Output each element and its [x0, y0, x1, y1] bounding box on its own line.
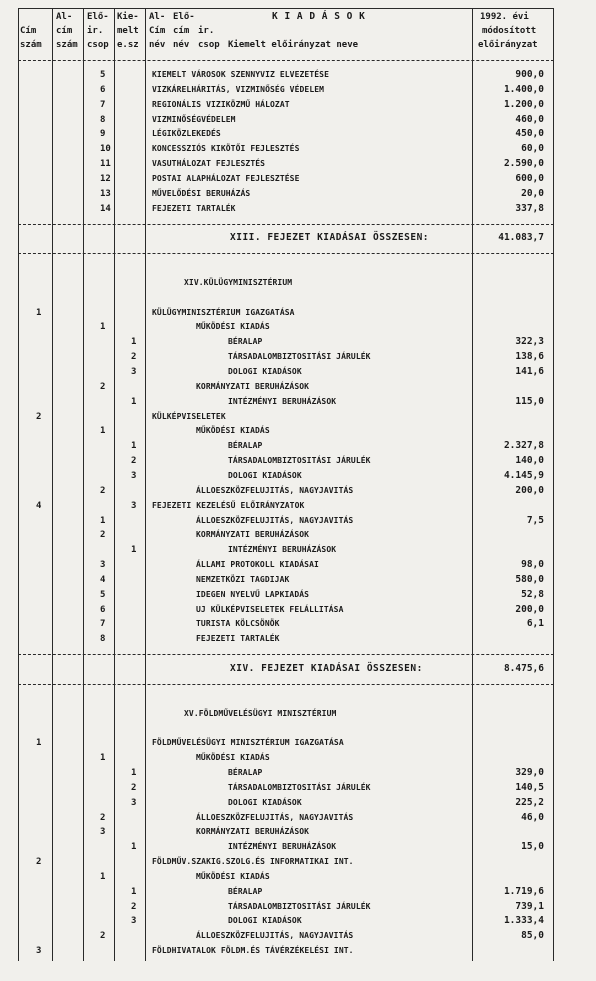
row-name: LÉGIKÖZLEKEDÉS [152, 129, 221, 139]
header-amount-line3: előirányzat [478, 40, 538, 50]
rule-col5 [145, 8, 146, 961]
row-code-c3: 13 [100, 188, 111, 199]
row-name: TÁRSADALOMBIZTOSITÁSI JÁRULÉK [228, 456, 371, 466]
row-name: KORMÁNYZATI BERUHÁZÁSOK [196, 827, 310, 837]
row-name: ÁLLAMI PROTOKOLL KIADÁSAI [196, 560, 319, 570]
header-title: K I A D Á S O K [272, 11, 366, 22]
row-code-c2: 1 [100, 426, 106, 437]
row-name: DOLOGI KIADÁSOK [228, 797, 302, 807]
row-amount: 739,1 [515, 900, 544, 912]
header-col5-line3: név [149, 40, 166, 50]
row-name: INTÉZMÉNYI BERUHÁZÁSOK [228, 396, 337, 406]
row-name: FÖLDHIVATALOK FÖLDM.ÉS TÁVÉRZÉKELÉSI INT. [152, 946, 354, 956]
row-name: KIEMELT VÁROSOK SZENNYVIZ ELVEZETÉSE [152, 70, 329, 79]
top-rule [18, 8, 554, 9]
row-name: DOLOGI KIADÁSOK [228, 916, 302, 926]
row-name: MŰKÖDÉSI KIADÁS [196, 753, 270, 763]
row-code-c4: 2 [131, 352, 137, 363]
row-code-c2: 1 [100, 515, 106, 526]
row-code-c4: 1 [131, 886, 137, 897]
row-name: ÁLLOESZKÖZFELUJITÁS, NAGYJAVITÁS [196, 812, 354, 822]
header-col4-line1: Kie- [117, 12, 139, 22]
row-code-c4: 2 [131, 782, 137, 793]
row-name: TÁRSADALOMBIZTOSITÁSI JÁRULÉK [228, 901, 371, 911]
chapter-total-amount: 8.475,6 [503, 663, 544, 674]
header-col4-line3: e.sz [117, 40, 139, 50]
row-name: REGIONÁLIS VIZIKÖZMŰ HÁLOZAT [152, 99, 290, 109]
row-code-c2: 2 [100, 812, 106, 823]
row-code-c4: 1 [131, 396, 137, 407]
row-amount: 140,5 [515, 781, 544, 793]
rule-col4 [114, 8, 115, 961]
row-amount: 225,2 [515, 796, 544, 808]
row-name: MŰKÖDÉSI KIADÁS [196, 322, 270, 332]
row-code-c2: 5 [100, 589, 106, 600]
row-name: MŰVELŐDÉSI BERUHÁZÁS [152, 188, 251, 198]
row-amount: 115,0 [515, 395, 544, 407]
header-col6-line1: Elő- [173, 12, 195, 22]
row-code-c1: 1 [36, 307, 42, 318]
row-name: KÜLKÉPVISELETEK [152, 411, 226, 421]
row-name: MŰKÖDÉSI KIADÁS [196, 426, 270, 436]
row-name: FEJEZETI TARTALÉK [196, 634, 280, 644]
header-bottom-rule [18, 60, 554, 61]
row-code-c3: 14 [100, 203, 111, 214]
row-name: BÉRALAP [228, 886, 263, 896]
row-amount: 46,0 [521, 811, 544, 823]
row-name: MŰKÖDÉSI KIADÁS [196, 871, 270, 881]
header-col2-line2: cím [56, 26, 73, 36]
chapter-total-amount: 41.083,7 [498, 232, 544, 244]
row-amount: 1.719,6 [503, 885, 544, 897]
row-code-c1: 2 [36, 411, 42, 422]
row-amount: 138,6 [515, 351, 544, 363]
row-code-c4: 1 [131, 545, 137, 556]
row-name: VIZKÁRELHÁRITÁS, VIZMINŐSÉG VÉDELEM [152, 84, 325, 94]
header-col7-line3: csop [198, 40, 220, 50]
row-code-c2: 8 [100, 634, 106, 645]
row-code-c3: 6 [100, 84, 106, 95]
row-code-c4: 1 [131, 767, 137, 778]
row-name: VASUTHÁLOZAT FEJLESZTÉS [152, 159, 266, 169]
row-amount: 141,6 [515, 366, 544, 377]
row-name: VIZMINŐSÉGVÉDELEM [152, 114, 236, 124]
rule-col2 [52, 8, 53, 961]
row-code-c4: 1 [131, 441, 137, 452]
row-name: TÁRSADALOMBIZTOSITÁSI JÁRULÉK [228, 352, 371, 362]
row-name: DOLOGI KIADÁSOK [228, 367, 302, 376]
row-code-c3: 8 [100, 114, 106, 125]
row-amount: 2.590,0 [503, 158, 544, 170]
row-amount: 460,0 [515, 113, 544, 125]
row-name: ÁLLOESZKÖZFELUJITÁS, NAGYJAVITÁS [196, 931, 354, 941]
row-name: TÁRSADALOMBIZTOSITÁSI JÁRULÉK [228, 782, 371, 792]
row-amount: 600,0 [515, 172, 544, 184]
row-amount: 6,1 [526, 618, 544, 630]
row-code-c4: 2 [131, 456, 137, 467]
row-amount: 1.400,0 [503, 83, 544, 95]
header-name-label: Kiemelt előirányzat neve [228, 40, 359, 50]
row-amount: 1.200,0 [503, 98, 544, 110]
header-col5-line2: Cím [149, 26, 166, 36]
row-amount: 322,3 [515, 336, 544, 348]
row-code-c1: 4 [36, 500, 42, 511]
row-name: FÖLDMŰVELÉSÜGYI MINISZTÉRIUM IGAZGATÁSA [152, 738, 344, 748]
row-amount: 337,8 [515, 202, 544, 214]
row-code-c2: 2 [100, 381, 106, 392]
section-separator [18, 654, 554, 655]
row-code-c1: 2 [36, 857, 42, 868]
row-code-c2: 1 [100, 322, 106, 333]
header-col4-line2: melt [117, 26, 139, 36]
header-col1-line2: Cím [20, 26, 37, 36]
row-name: POSTAI ALAPHÁLOZAT FEJLESZTÉSE [152, 173, 300, 183]
header-col6-line2: cím [173, 26, 190, 36]
chapter-heading: XV.FÖLDMŰVELÉSÜGYI MINISZTÉRIUM [184, 708, 337, 718]
row-code-c3: 12 [100, 173, 111, 184]
row-code-c4: 3 [131, 500, 137, 511]
row-code-c1: 1 [36, 738, 42, 749]
row-code-c2: 2 [100, 485, 106, 496]
row-name: BÉRALAP [228, 767, 263, 777]
section-separator [18, 684, 554, 685]
row-amount: 140,0 [515, 455, 544, 467]
row-amount: 2.327,8 [503, 440, 544, 452]
section-separator [18, 253, 554, 254]
row-code-c4: 3 [131, 367, 137, 377]
row-amount: 20,0 [521, 187, 544, 199]
row-amount: 4.145,9 [503, 469, 544, 481]
row-code-c4: 1 [131, 842, 137, 853]
row-code-c3: 5 [100, 70, 106, 80]
row-name: KÜLÜGYMINISZTÉRIUM IGAZGATÁSA [152, 307, 295, 317]
row-amount: 450,0 [515, 128, 544, 140]
row-code-c2: 1 [100, 753, 106, 764]
chapter-total-label: XIV. FEJEZET KIADÁSAI ÖSSZESEN: [230, 663, 423, 674]
row-code-c2: 7 [100, 619, 106, 630]
rule-right [553, 8, 554, 961]
row-name: KORMÁNYZATI BERUHÁZÁSOK [196, 530, 310, 540]
row-code-c2: 1 [100, 871, 106, 882]
row-name: ÁLLOESZKÖZFELUJITÁS, NAGYJAVITÁS [196, 485, 354, 495]
row-code-c4: 3 [131, 797, 137, 808]
header-col1-line3: szám [20, 40, 42, 50]
header-col3-line1: Elő- [87, 12, 109, 22]
header-col7-line2: ir. [198, 26, 215, 36]
row-amount: 7,5 [526, 514, 544, 526]
header-col2-line1: Al- [56, 12, 73, 22]
row-amount: 52,8 [521, 588, 544, 600]
row-code-c2: 2 [100, 530, 106, 541]
row-code-c2: 6 [100, 604, 106, 615]
row-amount: 329,0 [515, 766, 544, 778]
row-name: UJ KÜLKÉPVISELETEK FELÁLLITÁSA [196, 604, 344, 614]
row-code-c4: 3 [131, 470, 137, 481]
row-code-c3: 7 [100, 99, 106, 110]
row-code-c1: 3 [36, 946, 42, 957]
header-col3-line2: ir. [87, 26, 104, 36]
row-code-c4: 3 [131, 916, 137, 927]
row-code-c3: 10 [100, 144, 111, 155]
row-amount: 200,0 [515, 484, 544, 496]
row-amount: 900,0 [515, 69, 544, 80]
row-name: NEMZETKÖZI TAGDIJAK [196, 574, 290, 584]
row-amount: 580,0 [515, 573, 544, 585]
header-col6-line3: név [173, 40, 190, 50]
chapter-total-label: XIII. FEJEZET KIADÁSAI ÖSSZESEN: [230, 232, 430, 244]
row-code-c2: 3 [100, 827, 106, 838]
row-name: IDEGEN NYELVŰ LAPKIADÁS [196, 589, 310, 599]
section-separator [18, 224, 554, 225]
row-name: INTÉZMÉNYI BERUHÁZÁSOK [228, 545, 337, 555]
row-name: FEJEZETI TARTALÉK [152, 203, 236, 213]
row-name: ÁLLOESZKÖZFELUJITÁS, NAGYJAVITÁS [196, 515, 354, 525]
row-code-c4: 2 [131, 901, 137, 912]
header-col5-line1: Al- [149, 12, 166, 22]
row-code-c4: 1 [131, 337, 137, 348]
row-name: INTÉZMÉNYI BERUHÁZÁSOK [228, 842, 337, 852]
rule-col3 [83, 8, 84, 961]
row-name: KONCESSZIÓS KIKÖTŐI FEJLESZTÉS [152, 144, 300, 154]
row-name: BÉRALAP [228, 337, 263, 347]
row-code-c3: 11 [100, 159, 111, 170]
header-amount-line1: 1992. évi [480, 12, 529, 22]
row-amount: 98,0 [521, 559, 544, 571]
header-amount-line2: módosított [482, 26, 537, 36]
rule-left [18, 8, 19, 961]
row-name: BÉRALAP [228, 441, 263, 451]
row-amount: 200,0 [515, 603, 544, 615]
row-amount: 15,0 [521, 841, 544, 853]
row-amount: 1.333,4 [503, 915, 544, 927]
row-name: FEJEZETI KEZELÉSŰ ELŐIRÁNYZATOK [152, 500, 305, 510]
chapter-heading: XIV.KÜLÜGYMINISZTÉRIUM [184, 277, 293, 287]
row-name: TURISTA KÖLCSÖNÖK [196, 619, 280, 629]
row-amount: 60,0 [521, 143, 544, 155]
row-name: DOLOGI KIADÁSOK [228, 470, 302, 480]
row-code-c2: 3 [100, 560, 106, 571]
row-code-c2: 4 [100, 574, 106, 585]
row-code-c3: 9 [100, 129, 106, 140]
row-name: FÖLDMŰV.SZAKIG.SZOLG.ÉS INFORMATIKAI INT. [152, 857, 354, 867]
rule-amount [472, 8, 473, 961]
row-amount: 85,0 [521, 930, 544, 942]
row-name: KORMÁNYZATI BERUHÁZÁSOK [196, 381, 310, 391]
header-col3-line3: csop [87, 40, 109, 50]
header-col2-line3: szám [56, 40, 78, 50]
row-code-c2: 2 [100, 931, 106, 942]
